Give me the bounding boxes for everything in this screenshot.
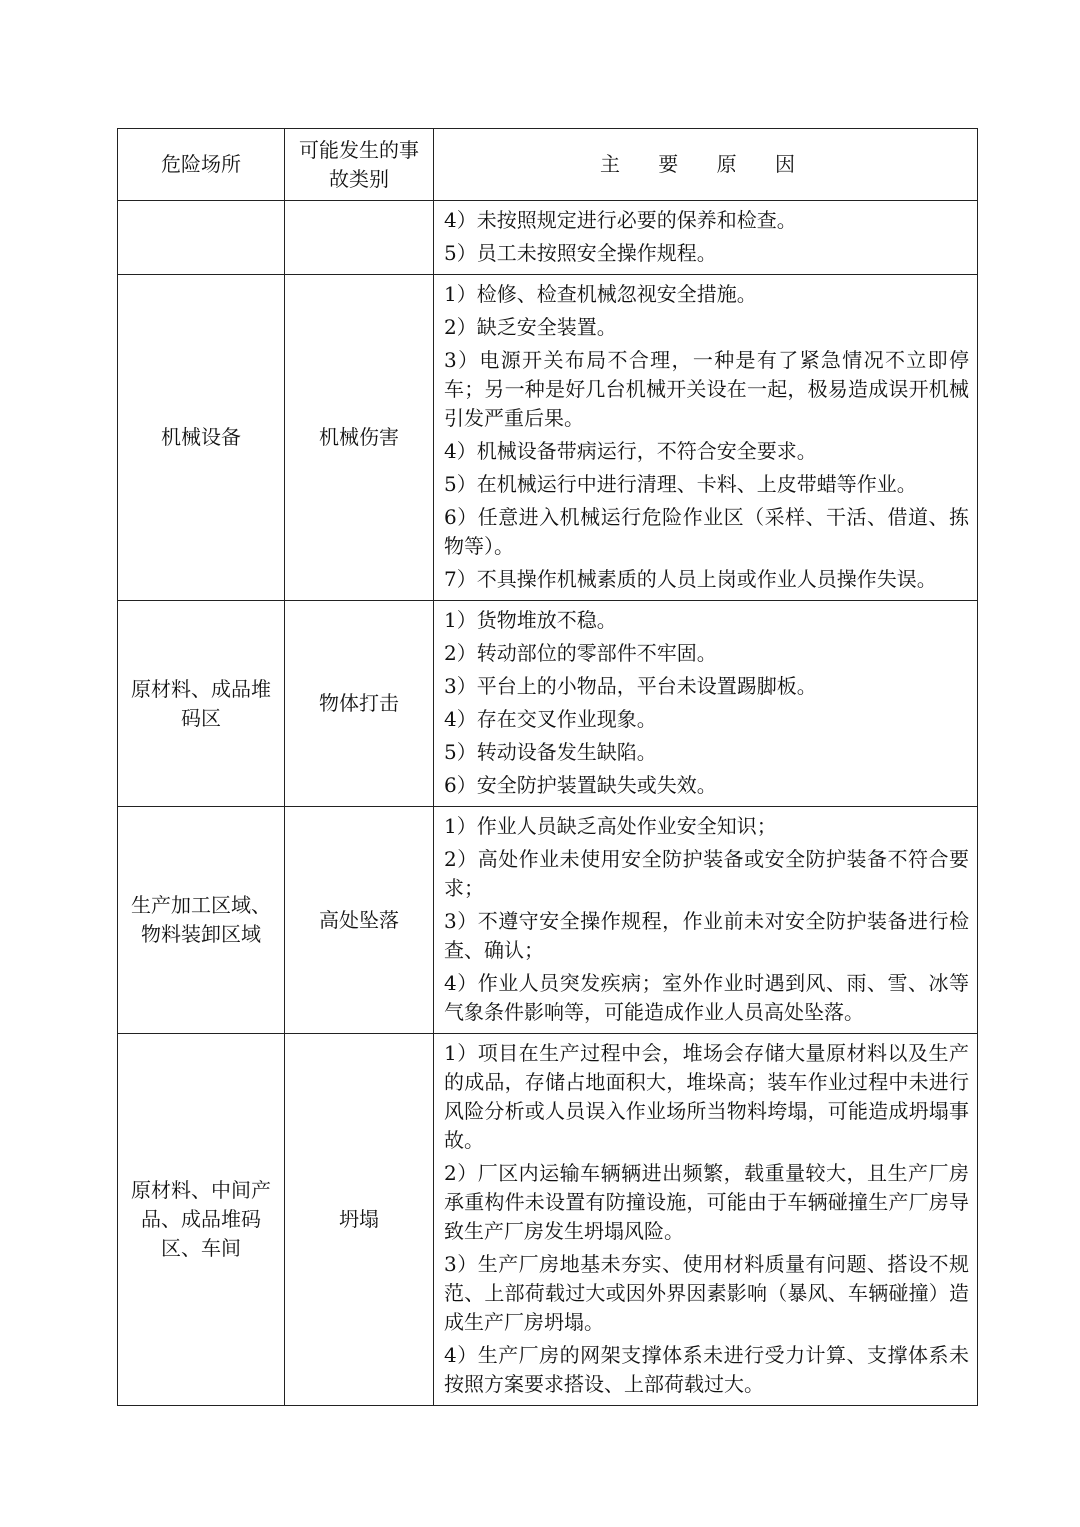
cause-item: 3）电源开关布局不合理，一种是有了紧急情况不立即停车；另一种是好几台机械开关设在一起，极易造成误开机械引发严重后果。	[444, 348, 969, 430]
cause-item: 3）不遵守安全操作规程，作业前未对安全防护装备进行检查、确认；	[444, 909, 969, 962]
accident-type-cell: 高处坠落	[285, 807, 434, 1034]
header-place: 危险场所	[118, 129, 285, 201]
cause-item: 6）任意进入机械运行危险作业区（采样、干活、借道、拣物等）。	[444, 505, 969, 558]
hazard-place-cell: 原材料、成品堆码区	[118, 601, 285, 807]
table-row	[118, 601, 978, 807]
cause-item: 2）缺乏安全装置。	[444, 315, 617, 339]
accident-type-cell: 机械伤害	[285, 275, 434, 601]
table-row	[118, 275, 978, 601]
cause-item: 6）安全防护装置缺失或失效。	[444, 773, 717, 797]
accident-type-cell: 物体打击	[285, 601, 434, 807]
hazard-place-cell: 生产加工区域、物料装卸区域	[118, 807, 285, 1034]
hazard-place-cell	[118, 201, 285, 275]
table-row	[118, 807, 978, 1034]
causes-cell	[434, 201, 978, 275]
cause-item: 3）平台上的小物品，平台未设置踢脚板。	[444, 674, 817, 698]
hazard-place-cell: 机械设备	[118, 275, 285, 601]
causes-cell	[434, 807, 978, 1034]
causes-cell	[434, 601, 978, 807]
hazard-place-cell: 原材料、中间产品、成品堆码区、车间	[118, 1034, 285, 1406]
cause-item: 1）货物堆放不稳。	[444, 608, 617, 632]
cause-item: 1）作业人员缺乏高处作业安全知识；	[444, 814, 777, 838]
header-causes: 主 要 原 因	[434, 129, 978, 201]
cause-item: 4）未按照规定进行必要的保养和检查。	[444, 208, 797, 232]
cause-item: 5）员工未按照安全操作规程。	[444, 241, 717, 265]
accident-type-cell: 坍塌	[285, 1034, 434, 1406]
cause-item: 7）不具操作机械素质的人员上岗或作业人员操作失误。	[444, 567, 937, 591]
cause-item: 2）转动部位的零部件不牢固。	[444, 641, 717, 665]
causes-cell	[434, 275, 978, 601]
cause-item: 4）作业人员突发疾病；室外作业时遇到风、雨、雪、冰等气象条件影响等，可能造成作业人员高处坠落。	[444, 971, 969, 1024]
cause-item: 4）存在交叉作业现象。	[444, 707, 657, 731]
cause-item: 3）生产厂房地基未夯实、使用材料质量有问题、搭设不规范、上部荷载过大或因外界因素影响（暴风、车辆碰撞）造成生产厂房坍塌。	[444, 1252, 969, 1334]
cause-item: 1）项目在生产过程中会，堆场会存储大量原材料以及生产的成品，存储占地面积大，堆垛高；装车作业过程中未进行风险分析或人员误入作业场所当物料垮塌，可能造成坍塌事故。	[444, 1041, 969, 1152]
cause-item: 1）检修、检查机械忽视安全措施。	[444, 282, 757, 306]
header-type: 可能发生的事故类别	[285, 129, 434, 201]
cause-item: 2）厂区内运输车辆辆进出频繁，载重量较大，且生产厂房承重构件未设置有防撞设施，可能由于车辆碰撞生产厂房导致生产厂房发生坍塌风险。	[444, 1161, 969, 1243]
cause-item: 2）高处作业未使用安全防护装备或安全防护装备不符合要求；	[444, 847, 969, 900]
cause-item: 5）转动设备发生缺陷。	[444, 740, 657, 764]
cause-item: 4）机械设备带病运行，不符合安全要求。	[444, 439, 817, 463]
table-row	[118, 201, 978, 275]
table-body	[118, 201, 978, 1406]
cause-item: 4）生产厂房的网架支撑体系未进行受力计算、支撑体系未按照方案要求搭设、上部荷载过大。	[444, 1343, 969, 1396]
table-header-row	[118, 129, 978, 201]
cause-item: 5）在机械运行中进行清理、卡料、上皮带蜡等作业。	[444, 472, 917, 496]
causes-cell	[434, 1034, 978, 1406]
table-row	[118, 1034, 978, 1406]
accident-type-cell	[285, 201, 434, 275]
hazard-table	[117, 128, 978, 1406]
